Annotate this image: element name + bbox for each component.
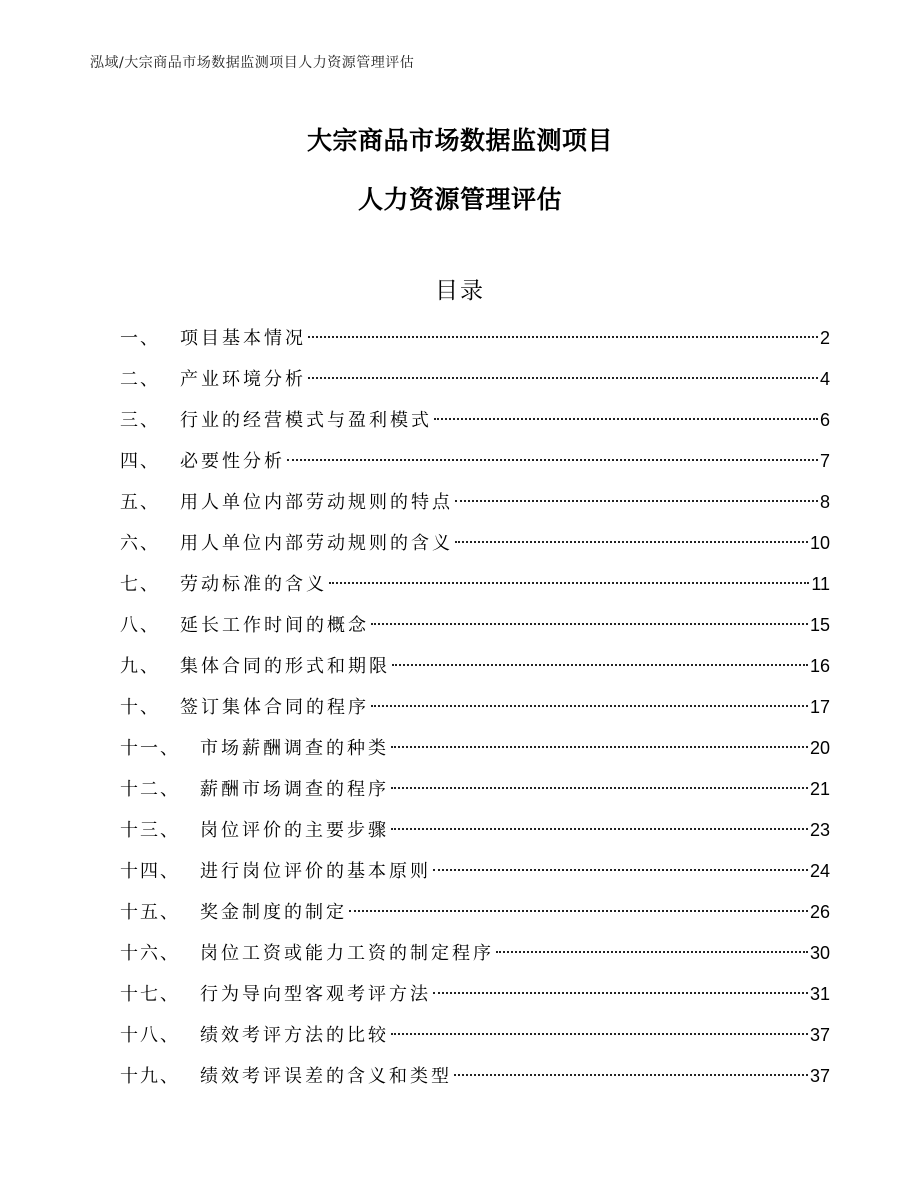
toc-entry-separator: 、 [160, 779, 178, 800]
toc-entry[interactable] [120, 732, 830, 773]
toc-entry-separator: 、 [140, 574, 158, 595]
toc-entry[interactable] [120, 445, 830, 486]
toc-entry[interactable] [120, 855, 830, 896]
toc-entry-separator: 、 [160, 1066, 178, 1087]
toc-entry-page-number: 4 [819, 369, 830, 389]
toc-entry-separator: 、 [140, 410, 158, 431]
toc-entry-page-number: 11 [811, 574, 830, 594]
toc-dot-leader [433, 869, 808, 871]
toc-entry-page-number: 24 [809, 861, 830, 881]
toc-entry-page-number: 15 [809, 615, 830, 635]
toc-entry[interactable] [120, 691, 830, 732]
toc-dot-leader [287, 459, 818, 461]
toc-dot-leader [329, 582, 809, 584]
table-of-contents [120, 322, 830, 1101]
toc-entry-number: 十四 [120, 861, 160, 882]
toc-entry-separator: 、 [160, 984, 178, 1005]
toc-dot-leader [434, 418, 818, 420]
toc-entry-number: 十八 [120, 1025, 160, 1046]
toc-entry-title: 产业环境分析 [180, 369, 306, 390]
toc-entry-separator: 、 [140, 656, 158, 677]
toc-entry-title: 绩效考评误差的含义和类型 [200, 1066, 452, 1087]
toc-entry-separator: 、 [160, 738, 178, 759]
toc-entry-separator: 、 [160, 861, 178, 882]
toc-entry-number: 十 [120, 697, 140, 718]
toc-entry-number: 一 [120, 328, 140, 349]
toc-entry[interactable] [120, 363, 830, 404]
toc-entry-number: 九 [120, 656, 140, 677]
document-title-line-1: 大宗商品市场数据监测项目 [306, 126, 613, 155]
toc-entry-title: 岗位评价的主要步骤 [200, 820, 389, 841]
running-header: 泓域/大宗商品市场数据监测项目人力资源管理评估 [90, 55, 415, 71]
toc-entry-page-number: 10 [809, 533, 830, 553]
toc-entry-separator: 、 [140, 492, 158, 513]
toc-entry-title: 必要性分析 [180, 451, 285, 472]
toc-dot-leader [391, 787, 808, 789]
toc-dot-leader [391, 746, 808, 748]
toc-entry-separator: 、 [140, 328, 158, 349]
toc-entry[interactable] [120, 1019, 830, 1060]
toc-entry[interactable] [120, 978, 830, 1019]
toc-entry-title: 岗位工资或能力工资的制定程序 [200, 943, 494, 964]
toc-entry-page-number: 2 [819, 328, 830, 348]
toc-dot-leader [308, 377, 818, 379]
toc-entry[interactable] [120, 322, 830, 363]
toc-entry-page-number: 26 [809, 902, 830, 922]
toc-entry-title: 绩效考评方法的比较 [200, 1025, 389, 1046]
toc-entry-separator: 、 [160, 1025, 178, 1046]
toc-entry-page-number: 17 [809, 697, 830, 717]
toc-entry-number: 十九 [120, 1066, 160, 1087]
toc-entry[interactable] [120, 527, 830, 568]
toc-entry-title: 劳动标准的含义 [180, 574, 327, 595]
toc-entry[interactable] [120, 568, 830, 609]
toc-entry-page-number: 31 [809, 984, 830, 1004]
toc-entry-page-number: 21 [809, 779, 830, 799]
toc-dot-leader [308, 336, 818, 338]
toc-entry-title: 用人单位内部劳动规则的特点 [180, 492, 453, 513]
toc-entry[interactable] [120, 486, 830, 527]
toc-entry[interactable] [120, 1060, 830, 1101]
toc-entry-page-number: 37 [809, 1066, 830, 1086]
toc-entry-number: 十一 [120, 738, 160, 759]
toc-dot-leader [454, 1074, 808, 1076]
toc-dot-leader [349, 910, 808, 912]
toc-entry-page-number: 6 [819, 410, 830, 430]
toc-entry-separator: 、 [140, 697, 158, 718]
toc-entry-title: 延长工作时间的概念 [180, 615, 369, 636]
toc-entry-page-number: 20 [809, 738, 830, 758]
toc-heading: 目录 [435, 278, 485, 304]
toc-entry-page-number: 16 [809, 656, 830, 676]
toc-entry-separator: 、 [160, 820, 178, 841]
toc-entry-number: 五 [120, 492, 140, 513]
toc-entry-title: 市场薪酬调查的种类 [200, 738, 389, 759]
toc-entry-page-number: 37 [809, 1025, 830, 1045]
toc-entry-number: 十二 [120, 779, 160, 800]
toc-entry-page-number: 23 [809, 820, 830, 840]
toc-entry-title: 行业的经营模式与盈利模式 [180, 410, 432, 431]
toc-entry[interactable] [120, 773, 830, 814]
toc-dot-leader [455, 500, 818, 502]
toc-entry-page-number: 30 [809, 943, 830, 963]
toc-entry-number: 十五 [120, 902, 160, 923]
toc-entry-title: 薪酬市场调查的程序 [200, 779, 389, 800]
toc-entry-title: 项目基本情况 [180, 328, 306, 349]
toc-entry-number: 七 [120, 574, 140, 595]
toc-dot-leader [391, 828, 808, 830]
toc-entry[interactable] [120, 609, 830, 650]
toc-entry-separator: 、 [140, 369, 158, 390]
toc-entry-page-number: 8 [819, 492, 830, 512]
toc-entry-number: 十七 [120, 984, 160, 1005]
toc-entry[interactable] [120, 814, 830, 855]
toc-entry-number: 十六 [120, 943, 160, 964]
toc-entry-number: 八 [120, 615, 140, 636]
toc-entry-title: 签订集体合同的程序 [180, 697, 369, 718]
toc-dot-leader [496, 951, 808, 953]
toc-entry-page-number: 7 [819, 451, 830, 471]
toc-entry-title: 奖金制度的制定 [200, 902, 347, 923]
toc-entry-separator: 、 [140, 615, 158, 636]
toc-entry-title: 行为导向型客观考评方法 [200, 984, 431, 1005]
toc-entry-number: 四 [120, 451, 140, 472]
document-title-line-2: 人力资源管理评估 [357, 185, 562, 214]
toc-dot-leader [433, 992, 808, 994]
toc-entry-separator: 、 [160, 902, 178, 923]
toc-entry-number: 十三 [120, 820, 160, 841]
toc-dot-leader [455, 541, 808, 543]
toc-entry-number: 三 [120, 410, 140, 431]
toc-entry[interactable] [120, 650, 830, 691]
toc-dot-leader [371, 623, 808, 625]
toc-entry[interactable] [120, 404, 830, 445]
toc-entry[interactable] [120, 896, 830, 937]
toc-entry-separator: 、 [160, 943, 178, 964]
toc-entry-title: 集体合同的形式和期限 [180, 656, 390, 677]
toc-entry-separator: 、 [140, 451, 158, 472]
toc-entry-separator: 、 [140, 533, 158, 554]
toc-entry-title: 进行岗位评价的基本原则 [200, 861, 431, 882]
toc-entry[interactable] [120, 937, 830, 978]
toc-entry-title: 用人单位内部劳动规则的含义 [180, 533, 453, 554]
toc-entry-number: 六 [120, 533, 140, 554]
toc-dot-leader [391, 1033, 808, 1035]
toc-entry-number: 二 [120, 369, 140, 390]
toc-dot-leader [371, 705, 808, 707]
toc-dot-leader [392, 664, 808, 666]
